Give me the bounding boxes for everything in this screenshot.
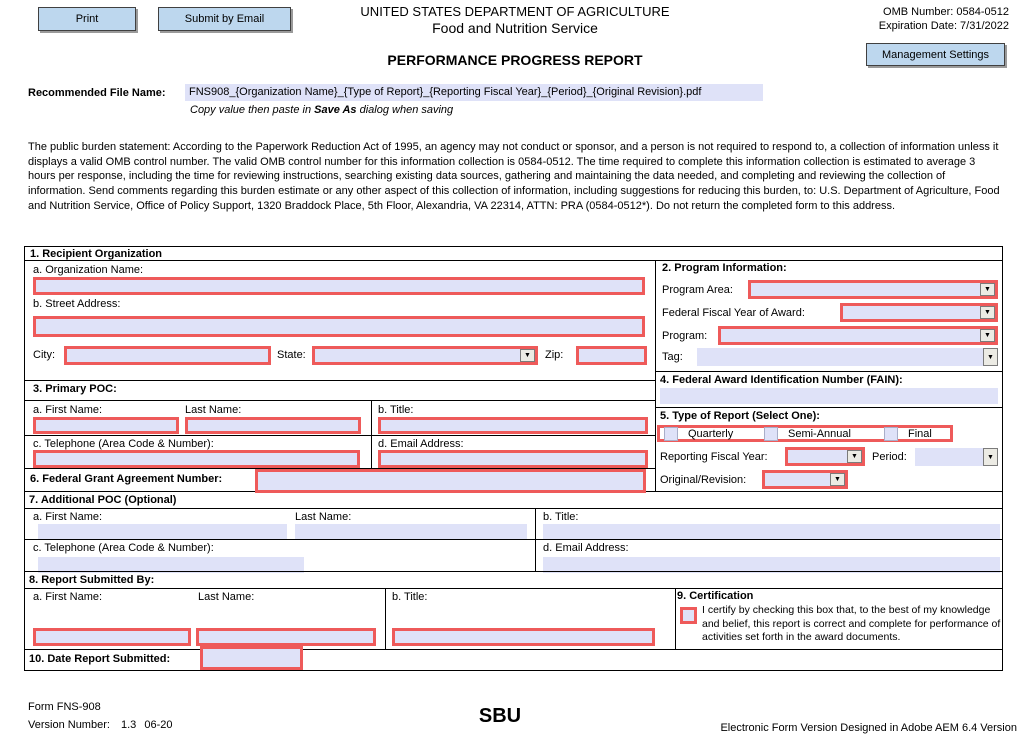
period-label: Period: bbox=[872, 451, 907, 463]
divider bbox=[25, 588, 1002, 589]
program-select[interactable] bbox=[718, 326, 998, 345]
date-submitted-input[interactable] bbox=[200, 646, 303, 670]
tag-label: Tag: bbox=[662, 351, 683, 363]
footer-version bbox=[28, 719, 173, 731]
public-burden-statement: The public burden statement: According to the Paperwork Reduction Act of 1995, an agency may not conduct or sponsor, and a person is not required to respond to, a collection of information unless it displays a valid OMB control number. The valid OMB control number for this information collection is 0584-0512. The time required to complete this information collection is estimated to average 3 hours per response, including the time for reviewing instructions, searching existing data sources, gathering and maintaining the data needed, and completing and reviewing the collection of information. Send comments regarding this burden estimate or any other aspect of this collection of information, including suggestions for reducing this burden, to: U.S. Department of Agriculture, Food and Nutrition Service, Office of Policy Support, 1320 Braddock Place, 5th Floor, Alexandria, VA 22314, ATTN: PRA (0584-0512*). Do not return the completed form to this address. bbox=[28, 141, 1000, 212]
divider bbox=[371, 400, 372, 468]
poc-email-label: d. Email Address: bbox=[378, 438, 464, 450]
note-suffix: dialog when saving bbox=[356, 104, 454, 116]
submitter-first-name-input[interactable] bbox=[33, 628, 191, 646]
quarterly-label: Quarterly bbox=[688, 428, 734, 440]
page-title: PERFORMANCE PROGRESS REPORT bbox=[387, 52, 643, 68]
poc-last-name-input[interactable] bbox=[185, 417, 361, 434]
addl-last-name-input[interactable] bbox=[295, 524, 527, 539]
poc-phone-input[interactable] bbox=[33, 450, 360, 468]
addl-title-label: b. Title: bbox=[543, 511, 579, 523]
agency-name: UNITED STATES DEPARTMENT OF AGRICULTURE bbox=[360, 4, 670, 19]
divider bbox=[655, 260, 656, 491]
final-label: Final bbox=[908, 428, 932, 440]
divider bbox=[675, 588, 676, 649]
section-5-title: 5. Type of Report (Select One): bbox=[660, 410, 820, 422]
section-4-title: 4. Federal Award Identification Number (FAIN): bbox=[660, 374, 903, 386]
tag-select[interactable] bbox=[697, 348, 998, 366]
submitter-last-name-label: Last Name: bbox=[198, 591, 255, 603]
org-name-input[interactable] bbox=[33, 277, 645, 295]
chevron-down-icon[interactable]: ▼ bbox=[980, 329, 995, 342]
program-area-select[interactable] bbox=[748, 280, 998, 299]
section-1-title: 1. Recipient Organization bbox=[30, 248, 163, 260]
form-table bbox=[24, 246, 1003, 671]
chevron-down-icon[interactable]: ▼ bbox=[983, 348, 998, 366]
submitter-last-name-input[interactable] bbox=[196, 628, 376, 646]
divider bbox=[25, 435, 655, 436]
city-label: City: bbox=[33, 349, 55, 361]
note-prefix: Copy value then paste in bbox=[190, 104, 315, 116]
section-8-title: 8. Report Submitted By: bbox=[29, 574, 155, 586]
semi-annual-checkbox[interactable] bbox=[764, 427, 778, 441]
original-revision-select[interactable] bbox=[762, 470, 848, 489]
addl-first-name-input[interactable] bbox=[38, 524, 287, 539]
program-area-label: Program Area: bbox=[662, 284, 733, 296]
sbu-marking: SBU bbox=[478, 705, 522, 727]
section-7-title: 7. Additional POC (Optional) bbox=[29, 494, 177, 506]
certification-text: I certify by checking this box that, to the best of my knowledge and belief, this report is correct and complete for performance of activities set forth in the award documents. bbox=[702, 604, 1001, 643]
divider bbox=[25, 571, 1002, 572]
submitter-title-label: b. Title: bbox=[392, 591, 428, 603]
chevron-down-icon[interactable]: ▼ bbox=[830, 473, 845, 486]
recommended-file-name-label: Recommended File Name: bbox=[28, 87, 166, 99]
chevron-down-icon[interactable]: ▼ bbox=[980, 283, 995, 296]
print-button[interactable]: Print bbox=[38, 7, 136, 31]
footer-aem-note: Electronic Form Version Designed in Adobe AEM 6.4 Version bbox=[720, 722, 1017, 734]
fain-input[interactable] bbox=[660, 388, 998, 404]
addl-email-label: d. Email Address: bbox=[543, 542, 629, 554]
divider bbox=[25, 539, 1002, 540]
grant-agreement-number-input[interactable] bbox=[255, 469, 646, 493]
reporting-fiscal-year-label: Reporting Fiscal Year: bbox=[660, 451, 768, 463]
section-10-title: 10. Date Report Submitted: bbox=[29, 653, 171, 665]
agency-subname: Food and Nutrition Service bbox=[432, 20, 598, 36]
chevron-down-icon[interactable]: ▼ bbox=[983, 448, 998, 466]
quarterly-checkbox[interactable] bbox=[664, 427, 678, 441]
original-revision-label: Original/Revision: bbox=[660, 474, 747, 486]
section-2-title: 2. Program Information: bbox=[662, 262, 787, 274]
chevron-down-icon[interactable]: ▼ bbox=[520, 349, 535, 362]
zip-input[interactable] bbox=[576, 346, 647, 365]
divider bbox=[25, 260, 1002, 261]
poc-email-input[interactable] bbox=[378, 450, 648, 468]
period-select[interactable] bbox=[915, 448, 998, 466]
section-6-title: 6. Federal Grant Agreement Number: bbox=[30, 473, 223, 485]
final-checkbox[interactable] bbox=[884, 427, 898, 441]
state-select[interactable] bbox=[312, 346, 538, 365]
submitter-title-input[interactable] bbox=[392, 628, 655, 646]
expiration-date: Expiration Date: 7/31/2022 bbox=[878, 20, 1009, 32]
poc-first-name-input[interactable] bbox=[33, 417, 179, 434]
submitter-first-name-label: a. First Name: bbox=[33, 591, 103, 603]
reporting-fiscal-year-select[interactable] bbox=[785, 447, 865, 466]
poc-first-name-label: a. First Name: bbox=[33, 404, 103, 416]
footer-version-label: Version Number: bbox=[28, 719, 110, 731]
fiscal-year-of-award-label: Federal Fiscal Year of Award: bbox=[662, 307, 805, 319]
program-label: Program: bbox=[662, 330, 708, 342]
poc-title-label: b. Title: bbox=[378, 404, 414, 416]
omb-number: OMB Number: 0584-0512 bbox=[883, 6, 1009, 18]
divider bbox=[25, 380, 655, 381]
addl-title-input[interactable] bbox=[543, 524, 1000, 539]
chevron-down-icon[interactable]: ▼ bbox=[980, 306, 995, 319]
footer-form-number: Form FNS-908 bbox=[28, 701, 101, 713]
divider bbox=[25, 649, 1002, 650]
fiscal-year-of-award-select[interactable] bbox=[840, 303, 998, 322]
file-name-note bbox=[190, 104, 453, 116]
city-input[interactable] bbox=[64, 346, 271, 365]
divider bbox=[25, 508, 1002, 509]
footer-version-date: 06-20 bbox=[144, 719, 173, 731]
divider bbox=[25, 400, 655, 401]
poc-phone-label: c. Telephone (Area Code & Number): bbox=[33, 438, 214, 450]
note-save-as: Save As bbox=[314, 104, 357, 116]
divider bbox=[655, 371, 1002, 372]
divider bbox=[655, 407, 1002, 408]
addl-last-name-label: Last Name: bbox=[295, 511, 352, 523]
divider bbox=[385, 588, 386, 649]
poc-title-input[interactable] bbox=[378, 417, 648, 434]
street-address-label: b. Street Address: bbox=[33, 298, 121, 310]
state-label: State: bbox=[277, 349, 306, 361]
recommended-file-name-value[interactable]: FNS908_{Organization Name}_{Type of Report}_{Reporting Fiscal Year}_{Period}_{Original Revision}.pdf bbox=[185, 84, 763, 101]
section-9-title: 9. Certification bbox=[677, 590, 754, 602]
street-address-input[interactable] bbox=[33, 316, 645, 337]
addl-phone-label: c. Telephone (Area Code & Number): bbox=[33, 542, 214, 554]
submit-by-email-button[interactable]: Submit by Email bbox=[158, 7, 291, 31]
zip-label: Zip: bbox=[545, 349, 564, 361]
addl-first-name-label: a. First Name: bbox=[33, 511, 103, 523]
certification-checkbox[interactable] bbox=[680, 607, 697, 624]
footer-version-value: 1.3 bbox=[121, 719, 137, 731]
poc-last-name-label: Last Name: bbox=[185, 404, 242, 416]
management-settings-button[interactable]: Management Settings bbox=[866, 43, 1005, 66]
chevron-down-icon[interactable]: ▼ bbox=[847, 450, 862, 463]
section-3-title: 3. Primary POC: bbox=[33, 383, 117, 395]
org-name-label: a. Organization Name: bbox=[33, 264, 144, 276]
semi-annual-label: Semi-Annual bbox=[788, 428, 851, 440]
